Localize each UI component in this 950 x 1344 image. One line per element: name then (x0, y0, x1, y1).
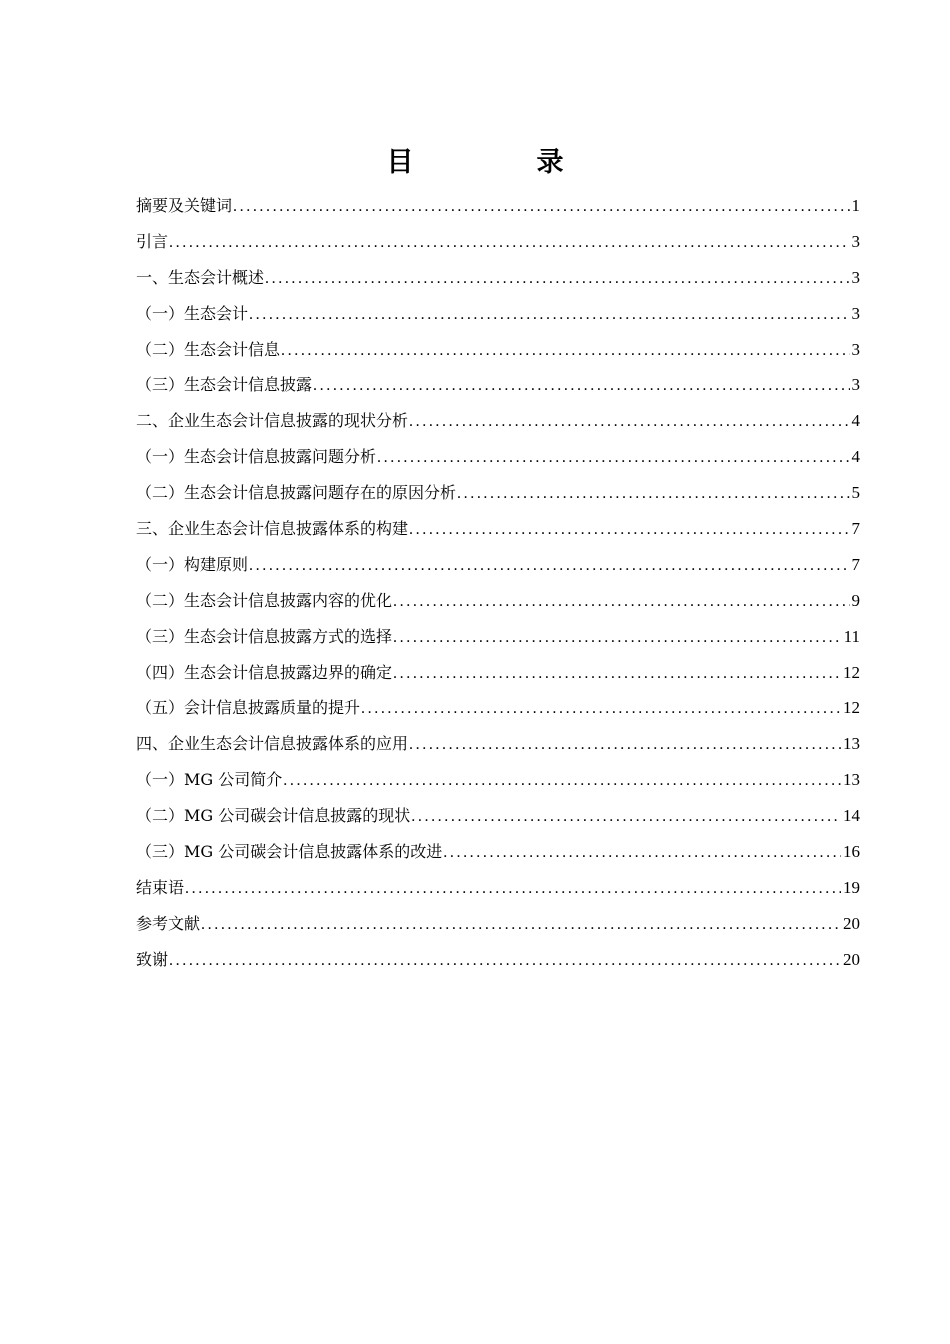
toc-page-number: 3 (851, 339, 860, 359)
toc-entry[interactable] (136, 403, 860, 439)
toc-page-number: 5 (851, 483, 860, 503)
toc-page-number: 13 (843, 770, 860, 790)
dot-leader (411, 799, 841, 835)
toc-entry-title: （二）生态会计信息披露问题存在的原因分析 (136, 483, 457, 503)
dot-leader (281, 333, 849, 369)
toc-entry[interactable] (136, 834, 860, 870)
dot-leader (185, 871, 841, 907)
toc-page-number: 7 (851, 554, 860, 574)
dot-leader (377, 440, 849, 476)
toc-entry[interactable] (136, 762, 860, 798)
toc-entry[interactable] (136, 296, 860, 332)
toc-entry[interactable] (136, 188, 860, 224)
toc-page-number: 1 (851, 196, 860, 215)
toc-page-number: 13 (843, 734, 860, 754)
toc-entry[interactable] (136, 870, 860, 906)
dot-leader (265, 261, 849, 297)
toc-entry[interactable] (136, 726, 860, 762)
table-of-contents (136, 188, 860, 978)
dot-leader (409, 727, 841, 763)
toc-page-number: 12 (843, 662, 860, 682)
toc-entry-title: 一、生态会计概述 (136, 267, 265, 287)
toc-entry-title: （三）生态会计信息披露 (136, 375, 313, 395)
dot-leader (313, 368, 849, 404)
dot-leader (361, 691, 841, 727)
toc-entry-title: 参考文献 (136, 913, 201, 933)
toc-entry-title: 摘要及关键词 (136, 196, 233, 215)
toc-page-number: 3 (851, 231, 860, 251)
toc-entry[interactable] (136, 798, 860, 834)
toc-page-number: 16 (843, 842, 860, 862)
toc-entry-title: （二）MG 公司碳会计信息披露的现状 (136, 806, 411, 826)
toc-entry[interactable] (136, 511, 860, 547)
toc-page-number: 4 (851, 411, 860, 431)
dot-leader (201, 907, 841, 943)
dot-leader (249, 297, 849, 333)
toc-entry[interactable] (136, 260, 860, 296)
toc-page-number: 3 (851, 303, 860, 323)
dot-leader (393, 584, 849, 620)
toc-entry[interactable] (136, 942, 860, 978)
toc-entry-title: （二）生态会计信息披露内容的优化 (136, 590, 393, 610)
toc-entry-title: （五）会计信息披露质量的提升 (136, 698, 361, 718)
toc-entry-title: 引言 (136, 231, 169, 251)
dot-leader (169, 225, 849, 261)
toc-entry-title: 三、企业生态会计信息披露体系的构建 (136, 519, 409, 539)
toc-page-number: 12 (843, 698, 860, 718)
toc-entry[interactable] (136, 547, 860, 583)
toc-page-number: 20 (843, 913, 860, 933)
toc-entry[interactable] (136, 619, 860, 655)
toc-page-number: 20 (843, 949, 860, 969)
toc-page-number: 9 (851, 590, 860, 610)
toc-entry-title: （一）生态会计 (136, 303, 249, 323)
toc-page-number: 3 (851, 375, 860, 395)
toc-entry-title: （一）构建原则 (136, 554, 249, 574)
toc-entry-title: （三）MG 公司碳会计信息披露体系的改进 (136, 842, 443, 862)
toc-page-number: 11 (843, 626, 860, 646)
toc-entry-title: （三）生态会计信息披露方式的选择 (136, 626, 393, 646)
toc-entry-title: 致谢 (136, 949, 169, 969)
toc-entry-title: 结束语 (136, 877, 185, 897)
toc-entry[interactable] (136, 224, 860, 260)
dot-leader (409, 512, 849, 548)
dot-leader (409, 404, 849, 440)
toc-entry-title: （二）生态会计信息 (136, 339, 281, 359)
dot-leader (443, 835, 841, 871)
dot-leader (393, 656, 841, 692)
page-title: 目 录 (386, 147, 612, 178)
toc-entry-title: 四、企业生态会计信息披露体系的应用 (136, 734, 409, 754)
toc-entry[interactable] (136, 690, 860, 726)
dot-leader (249, 548, 849, 584)
dot-leader (393, 620, 842, 656)
toc-entry-title: （四）生态会计信息披露边界的确定 (136, 662, 393, 682)
toc-entry[interactable] (136, 332, 860, 368)
toc-entry[interactable] (136, 655, 860, 691)
dot-leader (457, 476, 849, 512)
toc-entry[interactable] (136, 583, 860, 619)
dot-leader (283, 763, 841, 799)
toc-page-number: 14 (843, 806, 860, 826)
dot-leader (169, 943, 841, 979)
toc-page-number: 19 (843, 877, 860, 897)
toc-page-number: 4 (851, 447, 860, 467)
toc-entry-title: （一）MG 公司简介 (136, 770, 283, 790)
toc-entry[interactable] (136, 906, 860, 942)
toc-entry[interactable] (136, 439, 860, 475)
toc-entry-title: 二、企业生态会计信息披露的现状分析 (136, 411, 409, 431)
toc-page-number: 7 (851, 519, 860, 539)
toc-page-number: 3 (851, 267, 860, 287)
toc-entry[interactable] (136, 367, 860, 403)
toc-entry[interactable] (136, 475, 860, 511)
toc-entry-title: （一）生态会计信息披露问题分析 (136, 447, 377, 467)
dot-leader (233, 189, 849, 225)
